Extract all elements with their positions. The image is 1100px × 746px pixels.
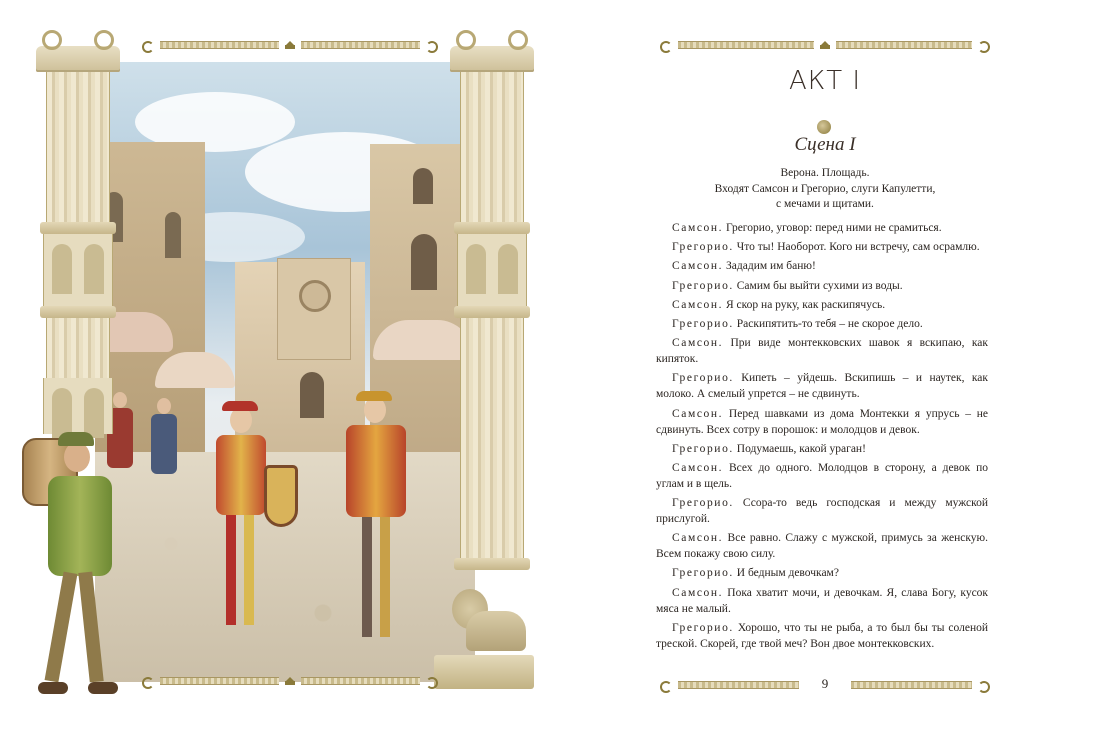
- dialogue-line: [656, 441, 988, 457]
- scroll-ornament-icon: [140, 40, 154, 50]
- scroll-ornament-icon: [426, 676, 440, 686]
- ornament-bar: [301, 41, 420, 49]
- speaker-name: Самсон.: [672, 461, 724, 474]
- tower-window: [413, 168, 433, 204]
- dialogue-block: [656, 220, 988, 655]
- column-arcade: [457, 234, 527, 306]
- page-number: 9: [821, 676, 829, 691]
- speaker-name: Грегорио.: [672, 317, 734, 330]
- speaker-name: Грегорио.: [672, 442, 734, 455]
- speaker-name: Самсон.: [672, 222, 724, 234]
- dialogue-line: [656, 335, 988, 367]
- line-text: Ссора-то ведь господская и между мужской прислугой.: [656, 497, 989, 526]
- column-ring: [454, 222, 530, 234]
- column-ring: [40, 222, 116, 234]
- line-text: Всех до одного. Молодцов в сторону, а девок по углам и в щель.: [656, 461, 988, 490]
- rose-window: [299, 280, 331, 312]
- column-volute-icon: [450, 30, 534, 46]
- stage-direction-line: с мечами и щитами.: [776, 198, 874, 210]
- servant-figure-gregorio: [340, 397, 410, 657]
- line-text: Что ты! Наоборот. Кого ни встречу, сам осрамлю.: [736, 241, 980, 254]
- ornament-bar: [678, 41, 814, 49]
- stage-direction-line: Входят Самсон и Грегорио, слуги Капулетти,: [714, 182, 936, 195]
- speaker-name: Самсон.: [672, 532, 724, 545]
- dialogue-line: [656, 406, 988, 438]
- line-text: Перед шавками из дома Монтекки я упрусь – не сдвинуть. Всех сотру в порошок: и молодцов и девок.: [656, 407, 989, 436]
- line-text: Пока хватит мочи, и девочкам. Я, слава Богу, кусок мяса не малый.: [656, 586, 989, 615]
- line-text: При виде монтекковских шавок я вскипаю, как кипяток.: [656, 337, 988, 366]
- ornament-bar: [836, 41, 972, 49]
- speaker-name: Самсон.: [672, 337, 724, 350]
- arch-window: [165, 212, 181, 258]
- ornament-bar: [160, 677, 279, 685]
- right-column: [450, 30, 534, 570]
- column-shaft: [46, 72, 110, 222]
- speaker-name: Грегорио.: [672, 372, 734, 385]
- dialogue-line: [656, 620, 988, 652]
- crown-ornament-icon: [285, 677, 295, 685]
- crown-ornament-icon: [285, 41, 295, 49]
- top-ornament-left: [140, 40, 440, 50]
- column-arcade: [43, 378, 113, 434]
- speaker-name: Самсон.: [672, 260, 724, 273]
- column-capital: [450, 46, 534, 72]
- scroll-ornament-icon: [658, 40, 672, 50]
- scene-title: Сцена I: [794, 134, 856, 155]
- cathedral-door: [300, 372, 324, 418]
- speaker-name: Самсон.: [672, 298, 724, 311]
- dialogue-line: [656, 585, 988, 617]
- servant-figure-samson: [210, 407, 270, 647]
- dialogue-line: [656, 239, 988, 255]
- ornament-bar: [160, 41, 279, 49]
- speaker-name: Грегорио.: [672, 621, 734, 634]
- column-shaft: [460, 318, 524, 558]
- scroll-ornament-icon: [426, 40, 440, 50]
- tower-window: [411, 234, 437, 290]
- column-ring: [454, 558, 530, 570]
- dialogue-line: [656, 297, 988, 313]
- porter-with-barrel-figure: [18, 432, 128, 702]
- line-text: И бедным девочкам?: [736, 567, 839, 580]
- medallion-icon: [817, 120, 831, 134]
- scroll-ornament-icon: [140, 676, 154, 686]
- dialogue-line: [656, 220, 988, 236]
- dialogue-line: [656, 370, 988, 402]
- speaker-name: Грегорио.: [672, 497, 734, 510]
- dialogue-line: [656, 258, 988, 274]
- act-title: АКТ I: [788, 66, 862, 96]
- column-capital: [36, 46, 120, 72]
- left-column: [36, 30, 120, 434]
- top-ornament-right: [658, 40, 992, 50]
- speaker-name: Грегорио.: [672, 241, 734, 254]
- dialogue-line: [656, 278, 988, 294]
- right-page-text: [550, 0, 1100, 746]
- column-arcade: [43, 234, 113, 306]
- bottom-ornament-left: [140, 676, 440, 686]
- line-text: Подумаешь, какой ураган!: [736, 442, 866, 455]
- ornament-bar: [301, 677, 420, 685]
- verona-square-illustration: [95, 62, 475, 682]
- line-text: Я скор на руку, как раскипячусь.: [726, 298, 886, 311]
- line-text: Раскипятить-то тебя – не скорое дело.: [736, 317, 923, 330]
- line-text: Самим бы выйти сухими из воды.: [736, 279, 903, 292]
- line-text: Грегорио, уговор: перед ними не срамиться.: [726, 222, 942, 234]
- column-ring: [40, 306, 116, 318]
- column-volute-icon: [36, 30, 120, 46]
- dialogue-line: [656, 530, 988, 562]
- dialogue-line: [656, 565, 988, 581]
- speaker-name: Самсон.: [672, 407, 724, 420]
- stage-direction: [550, 166, 1100, 213]
- scroll-ornament-icon: [978, 40, 992, 50]
- column-shaft: [460, 72, 524, 222]
- column-ring: [454, 306, 530, 318]
- line-text: Хорошо, что ты не рыба, а то был бы ты соленой треской. Скорей, где твой меч? Вон двое монтекковских.: [656, 621, 989, 650]
- stage-direction-line: Верона. Площадь.: [780, 167, 870, 179]
- crown-ornament-icon: [820, 41, 830, 49]
- line-text: Кипеть – уйдешь. Вскипишь – и наутек, как молоко. А смелый упрется – не сдвинуть.: [656, 372, 989, 401]
- speaker-name: Грегорио.: [672, 567, 734, 580]
- line-text: Все равно. Слажу с мужской, примусь за женскую. Всем покажу свою силу.: [656, 532, 988, 561]
- dialogue-line: [656, 495, 988, 527]
- speaker-name: Самсон.: [672, 586, 724, 599]
- dialogue-line: [656, 460, 988, 492]
- lion-statue: [446, 585, 530, 655]
- right-column-plinth: [434, 655, 534, 689]
- column-shaft: [46, 318, 110, 378]
- speaker-name: Грегорио.: [672, 279, 734, 292]
- dialogue-line: [656, 316, 988, 332]
- line-text: Зададим им баню!: [726, 260, 816, 273]
